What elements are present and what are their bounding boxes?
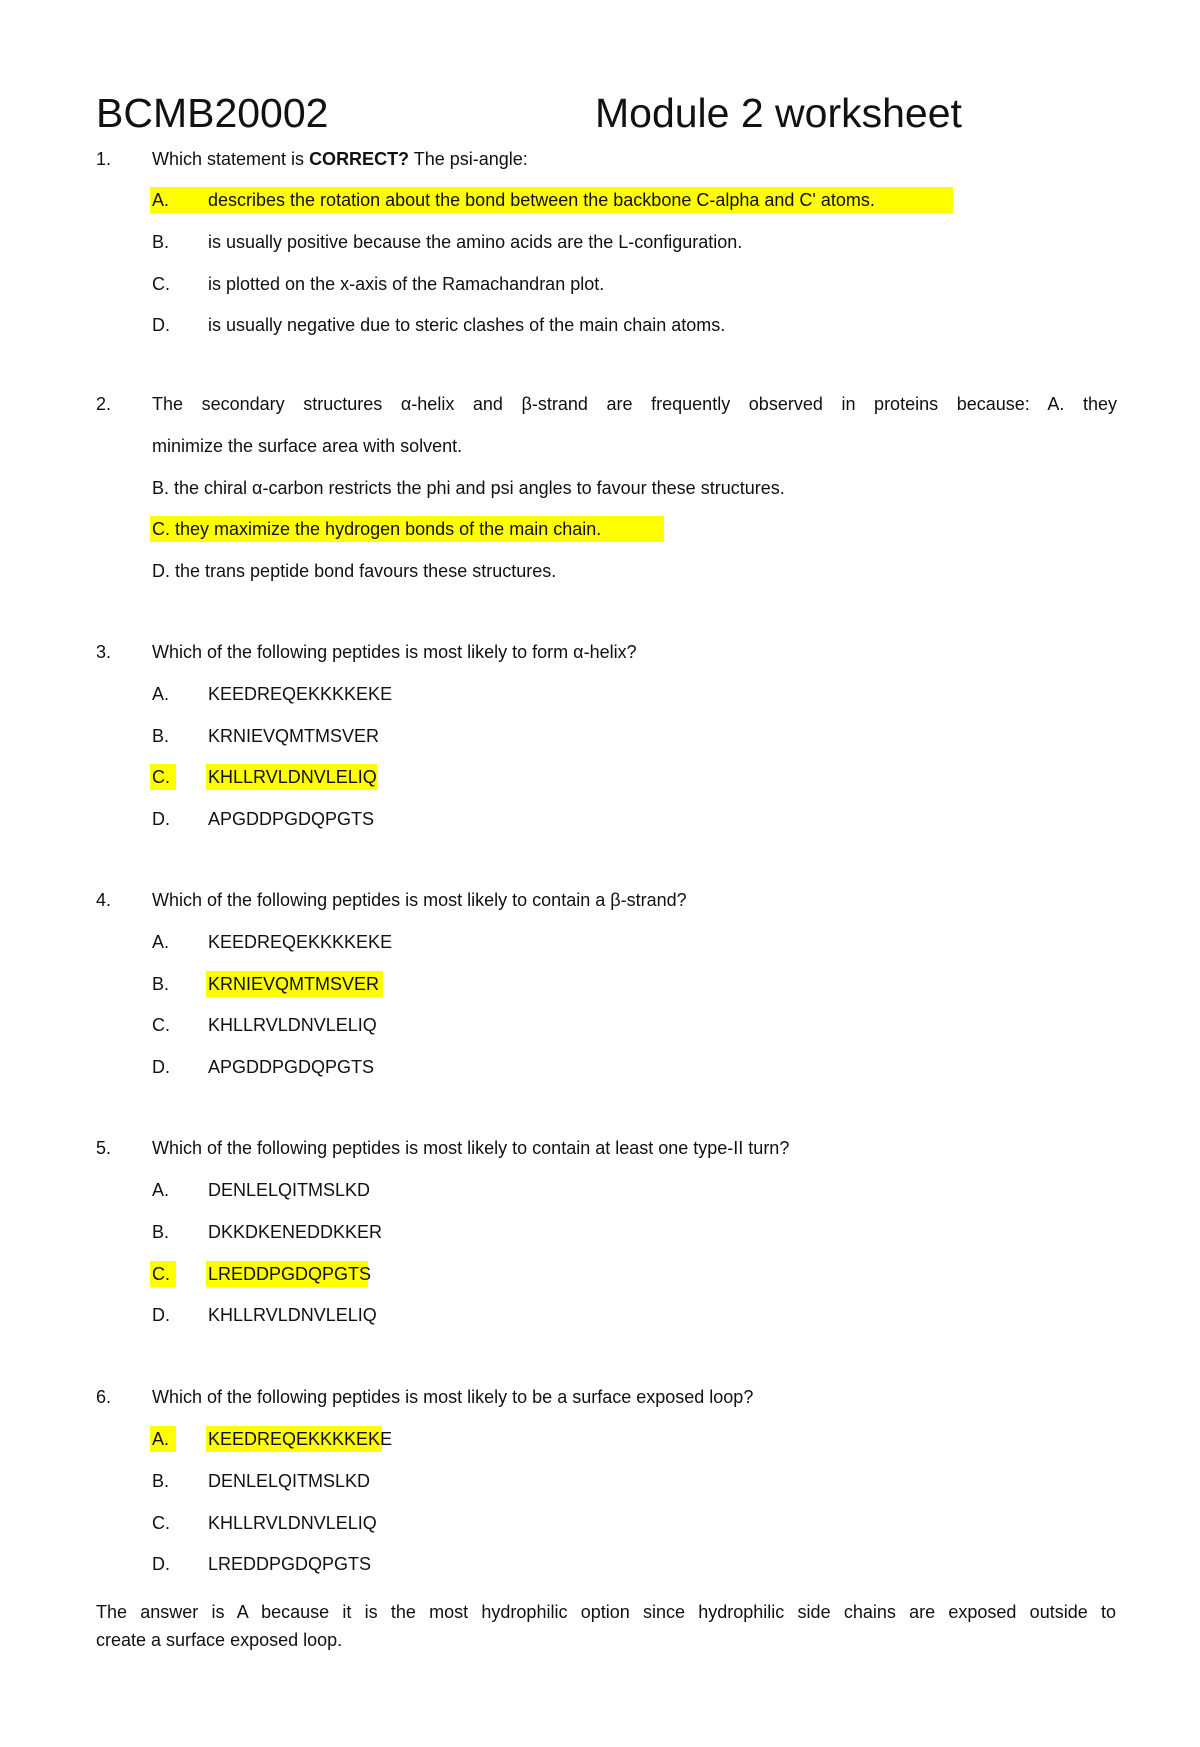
option-text: KRNIEVQMTMSVER bbox=[208, 974, 380, 994]
option-text: is usually positive because the amino acids are the L-configuration. bbox=[208, 232, 743, 252]
option-text: APGDDPGDQPGTS bbox=[208, 809, 375, 829]
option-text: KHLLRVLDNVLELIQ bbox=[208, 1513, 377, 1533]
question-3-text: Which of the following peptides is most likely to form α-helix? bbox=[152, 642, 637, 662]
option-text: KEEDREQEKKKKEKE bbox=[208, 684, 393, 704]
question-number: 3. bbox=[96, 642, 112, 662]
course-code: BCMB20002 bbox=[96, 90, 329, 136]
option-letter: A. bbox=[152, 1180, 170, 1200]
option-letter: B. bbox=[152, 1222, 170, 1242]
option-text: KHLLRVLDNVLELIQ bbox=[208, 1015, 377, 1035]
question-number: 2. bbox=[96, 394, 112, 414]
question-2-line-2: minimize the surface area with solvent. bbox=[152, 436, 463, 456]
option-letter: D. bbox=[152, 1305, 170, 1325]
question-number: 4. bbox=[96, 890, 112, 910]
option-letter: D. bbox=[152, 1057, 170, 1077]
option-letter: A. bbox=[152, 190, 170, 210]
option-letter: B. bbox=[152, 232, 170, 252]
question-number: 5. bbox=[96, 1138, 112, 1158]
option-text: is plotted on the x-axis of the Ramachandran plot. bbox=[208, 274, 605, 294]
question-6-text: Which of the following peptides is most likely to be a surface exposed loop? bbox=[152, 1387, 754, 1407]
answer-explanation-line-1: The answer is A because it is the most hydrophilic option since hydrophilic side chains are exposed outside to bbox=[96, 1602, 1116, 1622]
option-letter: C. bbox=[152, 1264, 170, 1284]
question-2-line-1: The secondary structures α-helix and β-strand are frequently observed in proteins because: A. they bbox=[152, 394, 1117, 414]
option-letter: D. bbox=[152, 1554, 170, 1574]
option-letter: A. bbox=[152, 1429, 170, 1449]
option-text: DENLELQITMSLKD bbox=[208, 1180, 371, 1200]
option-text: DKKDKENEDDKKER bbox=[208, 1222, 383, 1242]
answer-explanation bbox=[96, 1598, 1116, 1654]
question-5-text: Which of the following peptides is most likely to contain at least one type-II turn? bbox=[152, 1138, 790, 1158]
option-text: KHLLRVLDNVLELIQ bbox=[208, 767, 377, 787]
option-letter: C. bbox=[152, 1513, 170, 1533]
option-text: describes the rotation about the bond between the backbone C-alpha and C' atoms. bbox=[208, 190, 875, 210]
question-1-text: Which statement is CORRECT? The psi-angle: bbox=[152, 149, 528, 169]
answer-explanation-line-2: create a surface exposed loop. bbox=[96, 1630, 343, 1650]
option-text: B. the chiral α-carbon restricts the phi and psi angles to favour these structures. bbox=[152, 478, 785, 498]
option-text: KRNIEVQMTMSVER bbox=[208, 726, 380, 746]
option-text: APGDDPGDQPGTS bbox=[208, 1057, 375, 1077]
question-1-emphasis: CORRECT? bbox=[309, 149, 410, 169]
question-number: 6. bbox=[96, 1387, 112, 1407]
option-letter: B. bbox=[152, 1471, 170, 1491]
option-letter: C. bbox=[152, 1015, 170, 1035]
option-text: KHLLRVLDNVLELIQ bbox=[208, 1305, 377, 1325]
question-number: 1. bbox=[96, 149, 112, 169]
option-letter: D. bbox=[152, 809, 170, 829]
option-text: LREDDPGDQPGTS bbox=[208, 1554, 372, 1574]
option-letter: B. bbox=[152, 974, 170, 994]
option-text: DENLELQITMSLKD bbox=[208, 1471, 371, 1491]
option-letter: C. bbox=[152, 767, 170, 787]
option-letter: B. bbox=[152, 726, 170, 746]
option-text: C. they maximize the hydrogen bonds of the main chain. bbox=[152, 519, 602, 539]
option-text: KEEDREQEKKKKEKE bbox=[208, 932, 393, 952]
option-text: D. the trans peptide bond favours these structures. bbox=[152, 561, 557, 581]
option-letter: A. bbox=[152, 684, 170, 704]
option-letter: A. bbox=[152, 932, 170, 952]
worksheet-title: Module 2 worksheet bbox=[595, 90, 962, 136]
question-4-text: Which of the following peptides is most likely to contain a β-strand? bbox=[152, 890, 687, 910]
option-text: is usually negative due to steric clashes of the main chain atoms. bbox=[208, 315, 726, 335]
option-letter: C. bbox=[152, 274, 170, 294]
option-letter: D. bbox=[152, 315, 170, 335]
option-text: LREDDPGDQPGTS bbox=[208, 1264, 372, 1284]
option-text: KEEDREQEKKKKEKE bbox=[208, 1429, 393, 1449]
